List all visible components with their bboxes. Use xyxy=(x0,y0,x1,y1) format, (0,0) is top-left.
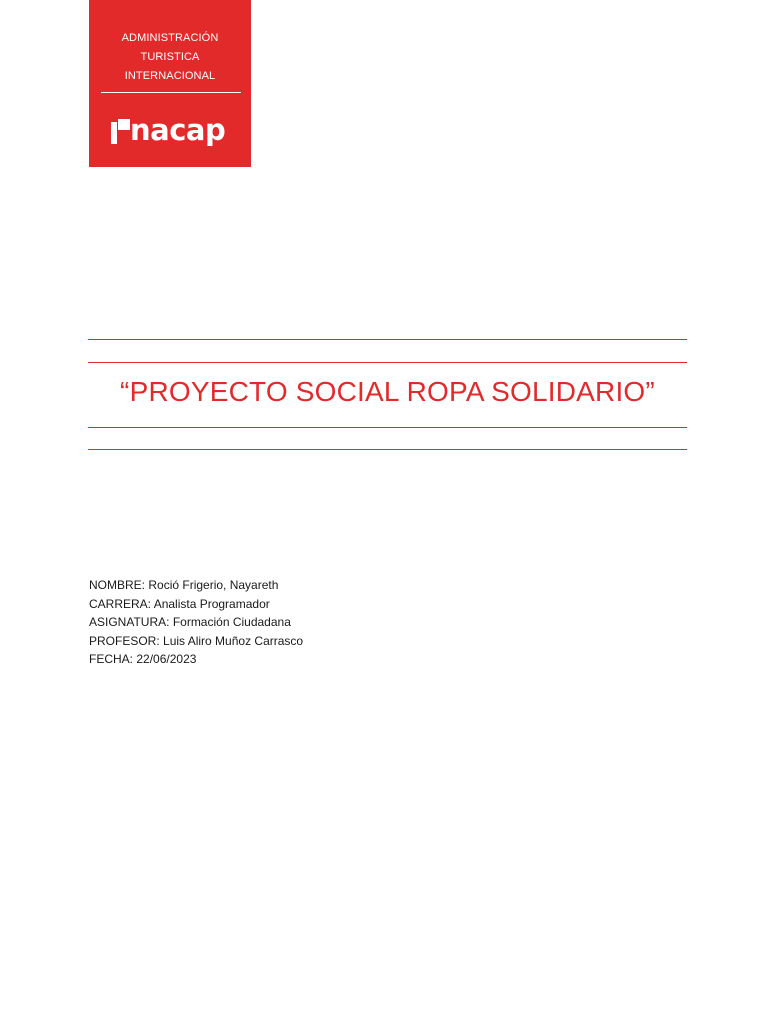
detail-value: Roció Frigerio, Nayareth xyxy=(148,578,279,592)
title-rule-top-1 xyxy=(88,339,687,340)
title-rule-top-2 xyxy=(88,362,687,363)
detail-value: Analista Programador xyxy=(153,596,270,611)
cover-details xyxy=(89,576,303,669)
detail-fecha xyxy=(89,650,303,669)
detail-label: ASIGNATURA: xyxy=(89,615,170,629)
detail-label: NOMBRE: xyxy=(89,578,146,592)
institution-banner xyxy=(89,0,251,167)
detail-value: Formación Ciudadana xyxy=(172,615,291,629)
detail-label: CARRERA: xyxy=(89,596,152,611)
program-line-3: INTERNACIONAL xyxy=(124,70,216,82)
detail-label: FECHA: xyxy=(89,652,134,666)
logo-mark-icon xyxy=(111,119,129,144)
banner-divider xyxy=(101,92,241,93)
detail-value: Luis Aliro Muñoz Carrasco xyxy=(163,633,304,648)
program-line-2: TURISTICA xyxy=(140,51,200,63)
detail-profesor xyxy=(89,632,303,651)
detail-carrera xyxy=(89,595,303,614)
inacap-logo xyxy=(111,114,225,146)
detail-value: 22/06/2023 xyxy=(136,652,197,666)
logo-wordmark: nacap xyxy=(130,113,226,147)
detail-nombre xyxy=(89,576,303,595)
program-name xyxy=(89,29,251,86)
document-title: “PROYECTO SOCIAL ROPA SOLIDARIO” xyxy=(120,376,655,407)
title-rule-bottom-1 xyxy=(88,427,687,428)
detail-label: PROFESOR: xyxy=(89,633,160,648)
detail-asignatura xyxy=(89,613,303,632)
program-line-1: ADMINISTRACIÓN xyxy=(121,32,219,44)
title-rule-bottom-2 xyxy=(88,449,687,450)
